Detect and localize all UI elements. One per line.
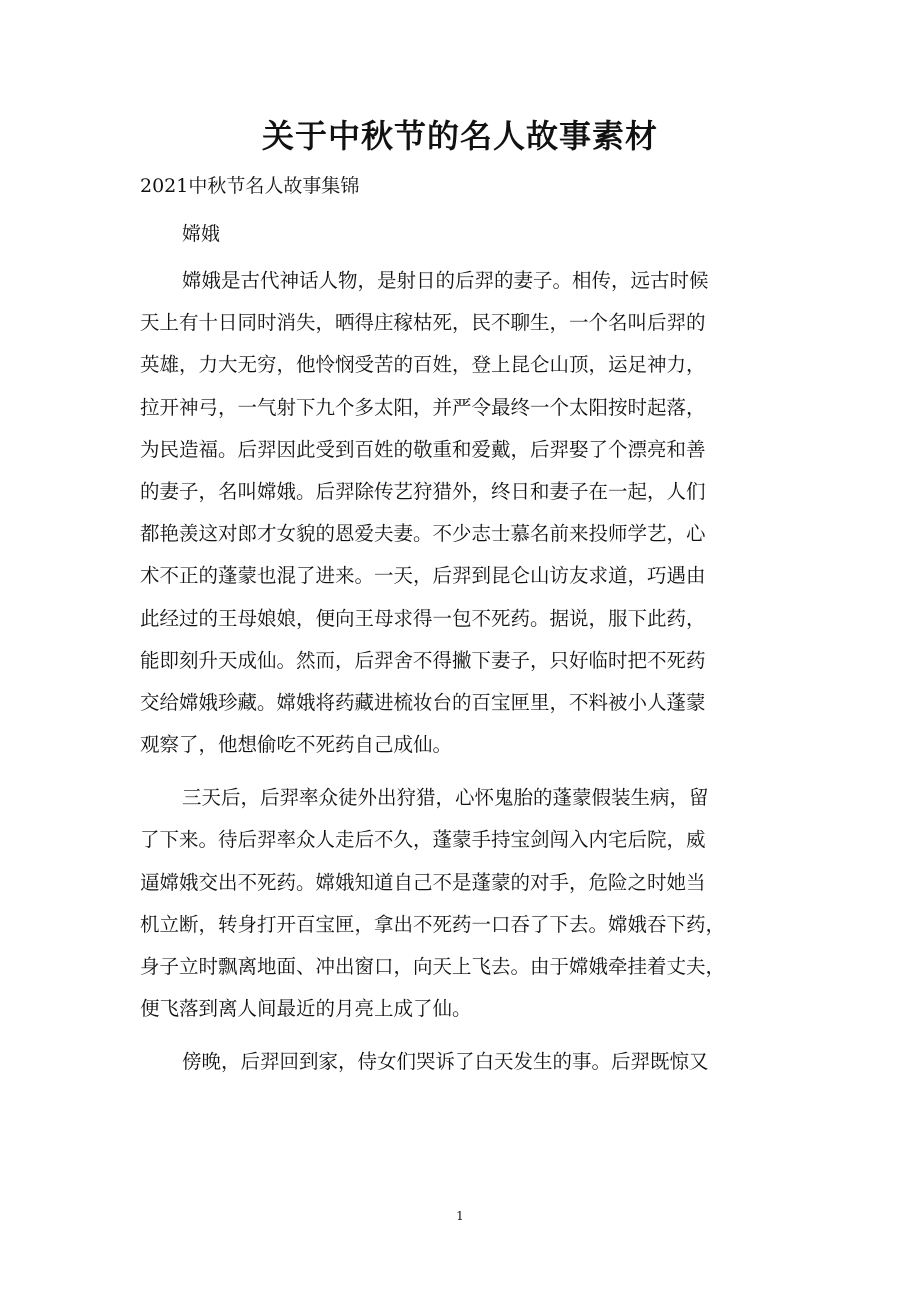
page-number: 1: [456, 1209, 464, 1223]
text-line: 嫦娥是古代神话人物，是射日的后羿的妻子。相传，远古时候: [182, 269, 709, 292]
text-line: 拉开神弓，一气射下九个多太阳，并严令最终一个太阳按时起落，: [140, 395, 706, 419]
text-line: 傍晚，后羿回到家，侍女们哭诉了白天发生的事。后羿既惊又: [182, 1050, 709, 1074]
text-line: 都艳羡这对郎才女貌的恩爱夫妻。不少志士慕名前来投师学艺，心: [140, 522, 706, 546]
text-line: 逼嫦娥交出不死药。嫦娥知道自己不是蓬蒙的对手，危险之时她当: [140, 870, 706, 894]
text-line: 此经过的王母娘娘，便向王母求得一包不死药。据说，服下此药，: [140, 606, 706, 630]
text-line: 观察了，他想偷吃不死药自己成仙。: [140, 733, 453, 757]
paragraph-gap: [140, 1030, 780, 1041]
text-line: 三天后，后羿率众徒外出狩猎，心怀鬼胎的蓬蒙假装生病，留: [182, 786, 709, 810]
document-title: 关于中秋节的名人故事素材: [261, 117, 658, 155]
document-subtitle: 2021中秋节名人故事集锦: [140, 175, 360, 197]
paragraph-1: [140, 260, 780, 766]
text-line: 英雄，力大无穷，他怜悯受苦的百姓，登上昆仑山顶，运足神力，: [140, 353, 706, 377]
text-line: 交给嫦娥珍藏。嫦娥将药藏进梳妆台的百宝匣里，不料被小人蓬蒙: [140, 690, 706, 714]
text-line: 的妻子，名叫嫦娥。后羿除传艺狩猎外，终日和妻子在一起，人们: [140, 479, 706, 503]
paragraph-3: [140, 1041, 780, 1083]
section-heading: 嫦娥: [182, 223, 221, 245]
body-text: [140, 260, 780, 1084]
text-line: 了下来。待后羿率众人走后不久，蓬蒙手持宝剑闯入内宅后院，威: [140, 828, 706, 852]
paragraph-gap: [140, 766, 780, 777]
text-line: 术不正的蓬蒙也混了进来。一天，后羿到昆仑山访友求道，巧遇由: [140, 564, 706, 588]
text-line: 便飞落到离人间最近的月亮上成了仙。: [140, 997, 472, 1021]
text-line: 身子立时飘离地面、冲出窗口，向天上飞去。由于嫦娥牵挂着丈夫，: [140, 955, 726, 978]
paragraph-2: [140, 777, 780, 1030]
text-line: 机立断，转身打开百宝匣，拿出不死药一口吞了下去。嫦娥吞下药，: [140, 912, 726, 936]
text-line: 能即刻升天成仙。然而，后羿舍不得撇下妻子，只好临时把不死药: [140, 648, 706, 672]
text-line: 为民造福。后羿因此受到百姓的敬重和爱戴，后羿娶了个漂亮和善: [140, 437, 706, 461]
text-line: 天上有十日同时消失，晒得庄稼枯死，民不聊生，一个名叫后羿的: [140, 311, 706, 335]
